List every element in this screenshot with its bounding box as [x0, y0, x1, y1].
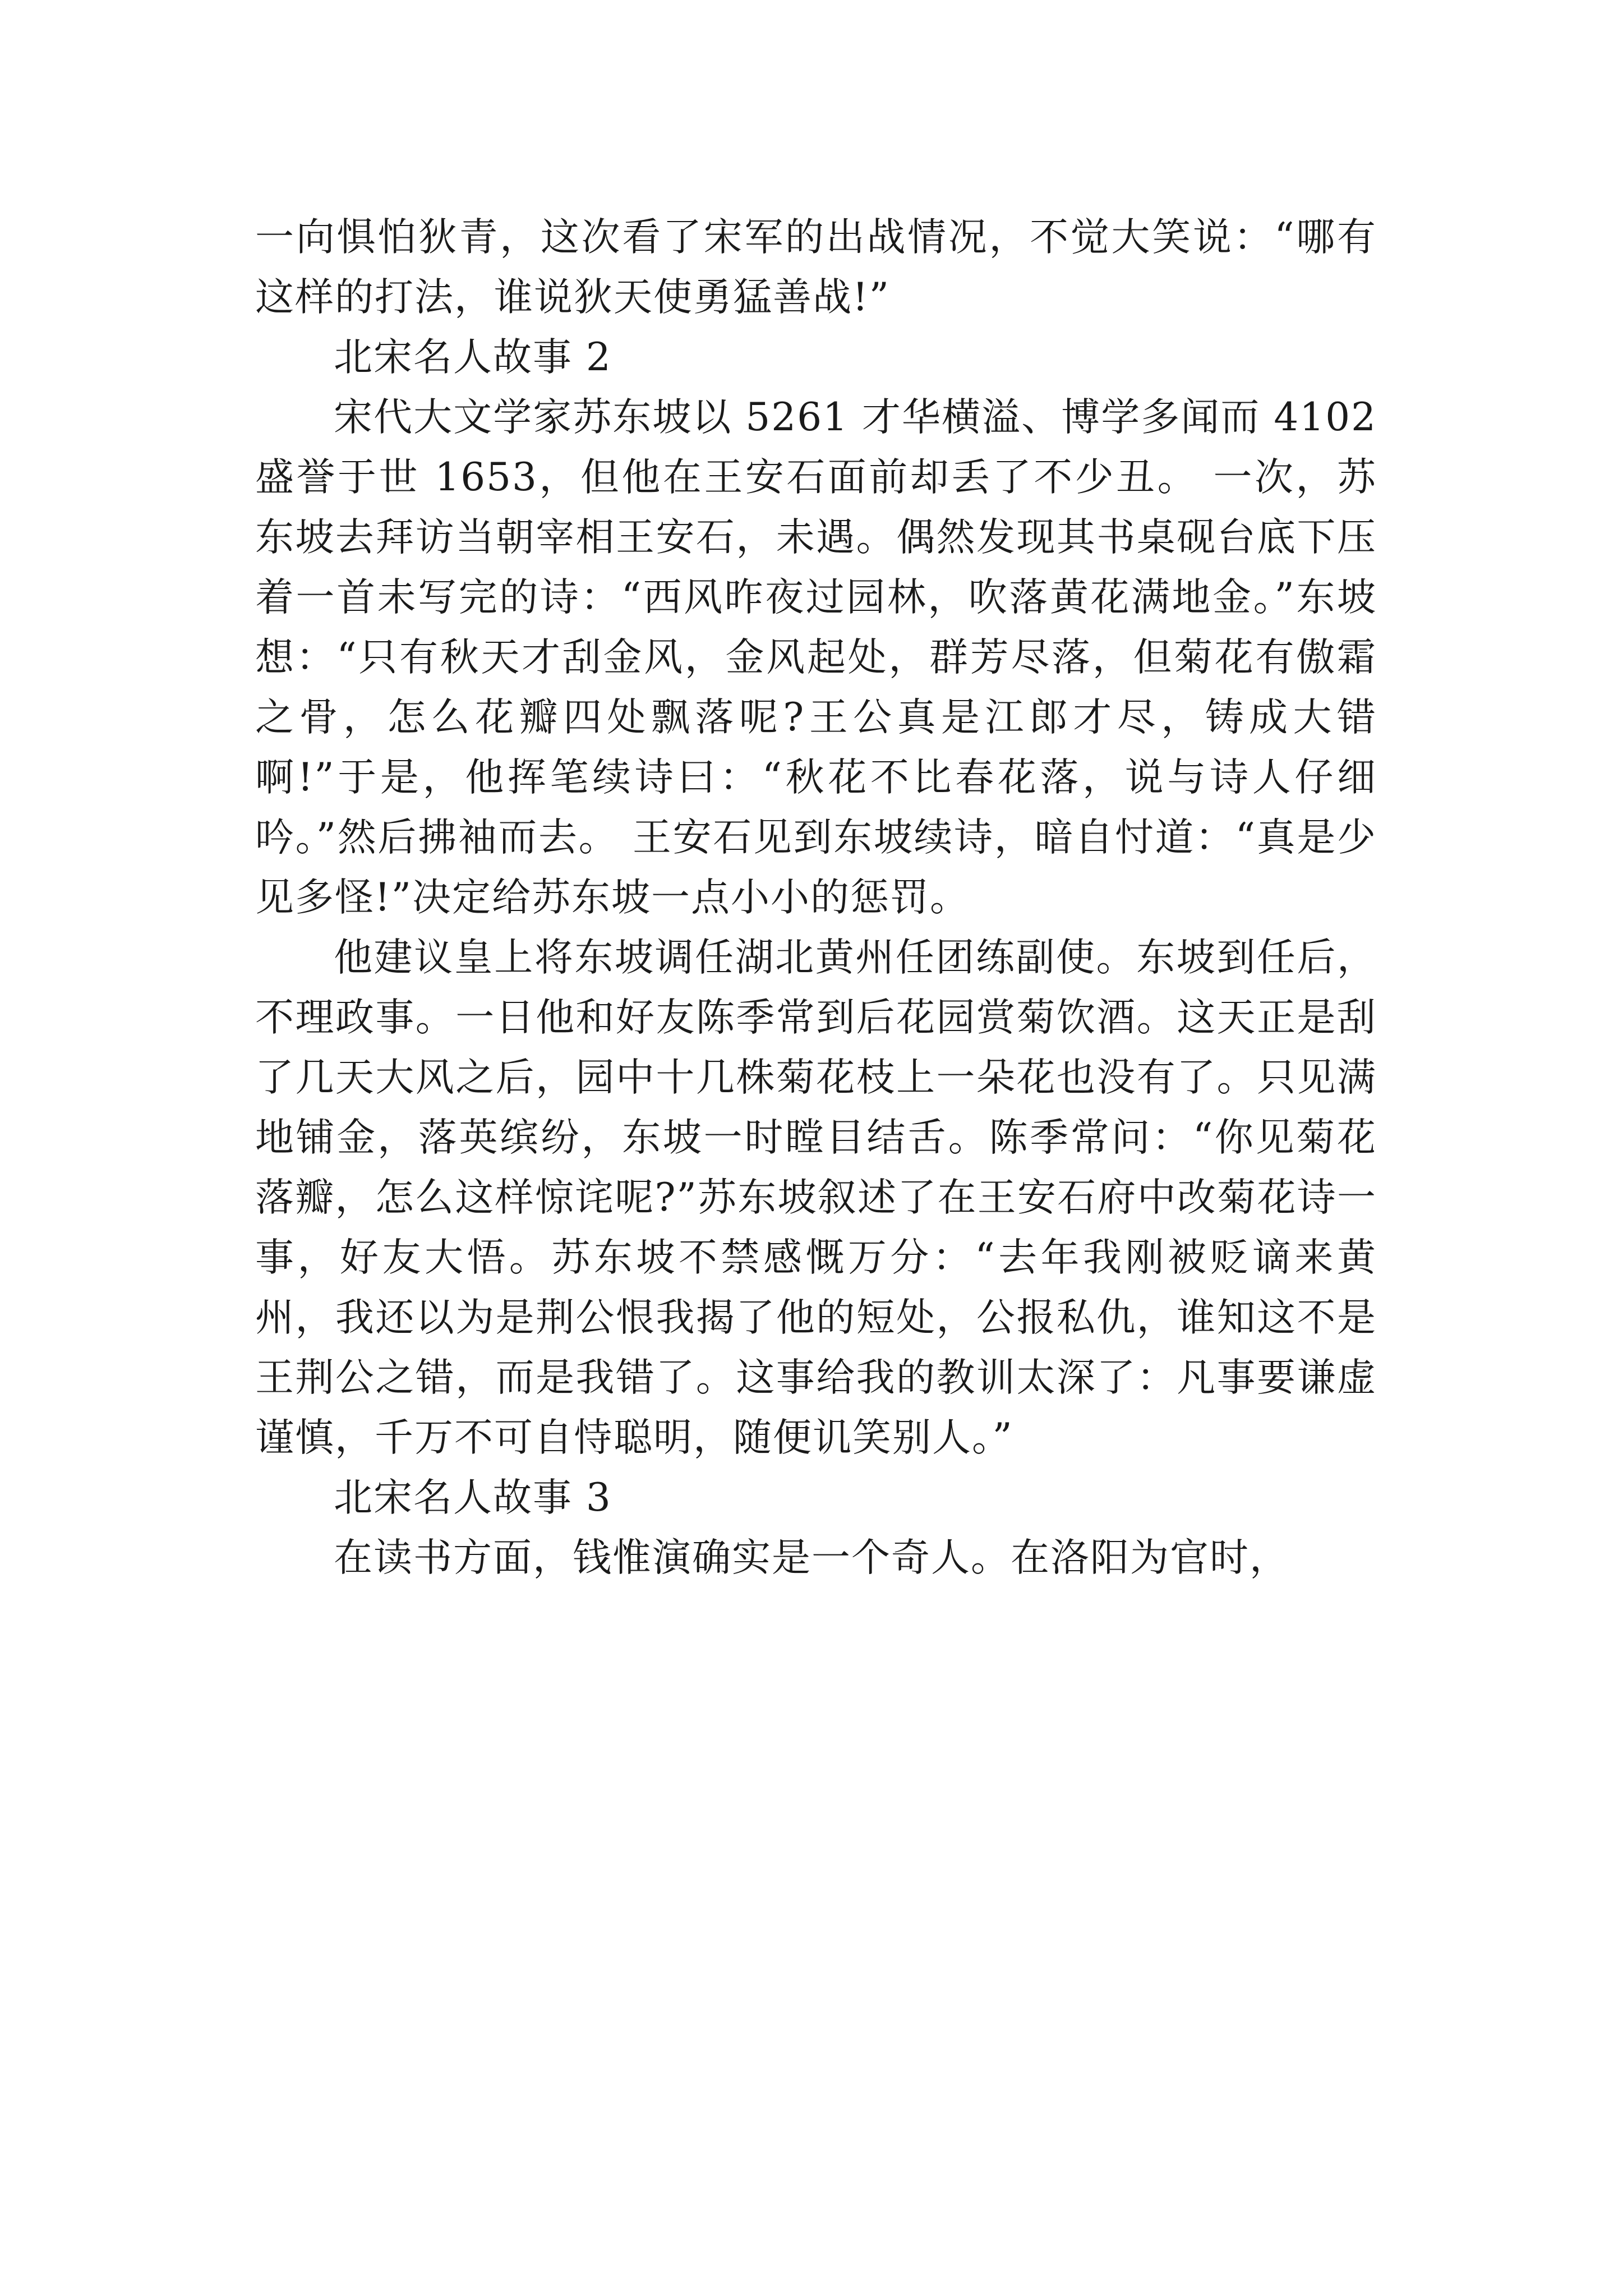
paragraph-qian-weiyan: 在读书方面，钱惟演确实是一个奇人。在洛阳为官时，: [334, 1535, 1289, 1580]
paragraph-su-dongpo-intro: 宋代大文学家苏东坡以 5261 才华横溢、博学多闻而 4102 盛誉于世 1653，但他在王安石面前却丢了不少丑。 一次，苏东坡去拜访当朝宰相王安石，未遇。偶然发现其书桌砚台底下压着一首未写完的诗：“西风昨夜过园林，吹落黄花满地金。”东坡想：“只有秋天才刮金风，金风起处，群芳尽落，但菊花有傲霜之骨，怎么花瓣四处飘落呢?王公真是江郎才尽，铸成大错啊!”于是，他挥笔续诗曰：“秋花不比春花落，说与诗人仔细吟。”然后拂袖而去。 王安石见到东坡续诗，暗自忖道：“真是少见多怪!”决定给苏东坡一点小小的惩罚。: [255, 395, 1377, 920]
document-body: [255, 208, 1377, 1588]
section-heading-3: 北宋名人故事 3: [334, 1475, 612, 1520]
paragraph-continuation: 一向惧怕狄青，这次看了宋军的出战情况，不觉大笑说：“哪有这样的打法，谁说狄天使勇猛善战!”: [255, 215, 1377, 320]
paragraph-su-dongpo-huangzhou: 他建议皇上将东坡调任湖北黄州任团练副使。东坡到任后，不理政事。一日他和好友陈季常到后花园赏菊饮酒。这天正是刮了几天大风之后，园中十几株菊花枝上一朵花也没有了。只见满地铺金，落英缤纷，东坡一时瞠目结舌。陈季常问：“你见菊花落瓣，怎么这样惊诧呢?”苏东坡叙述了在王安石府中改菊花诗一事，好友大悟。苏东坡不禁感慨万分：“去年我刚被贬谪来黄州，我还以为是荆公恨我揭了他的短处，公报私仇，谁知这不是王荆公之错，而是我错了。这事给我的教训太深了：凡事要谦虚谨慎，千万不可自恃聪明，随便讥笑别人。”: [255, 935, 1377, 1460]
section-heading-2: 北宋名人故事 2: [334, 335, 612, 380]
